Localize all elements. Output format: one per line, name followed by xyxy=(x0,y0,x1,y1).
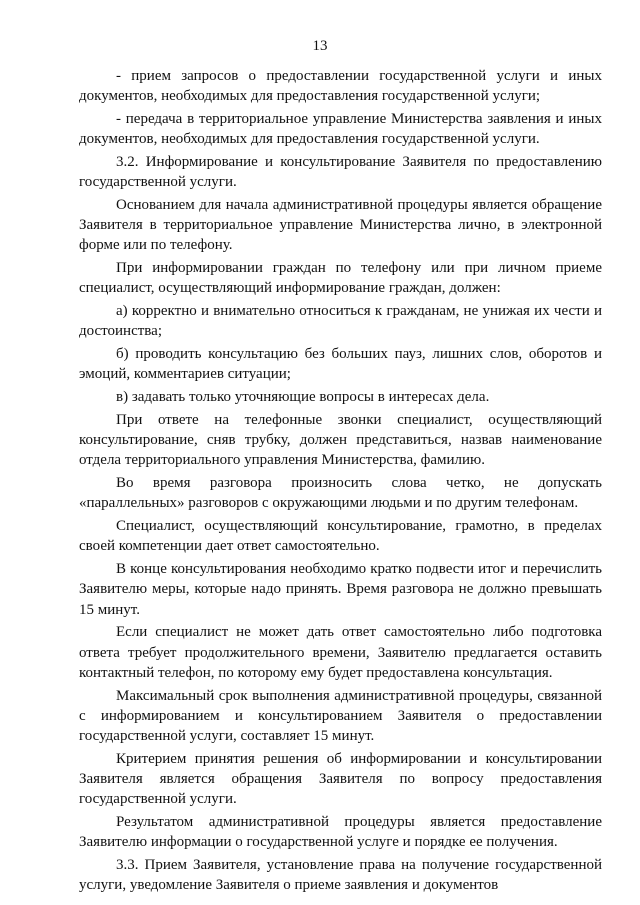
paragraph-phone-calls: При ответе на телефонные звонки специалист, осуществляющий консультирование, сняв трубку, должен представиться, назвав наименование отдела территориального управления Министерства, фамилию. xyxy=(79,412,602,469)
paragraph-competence: Специалист, осуществляющий консультирование, грамотно, в пределах своей компетенции дает ответ самостоятельно. xyxy=(79,518,602,555)
section-heading-3-2: 3.2. Информирование и консультирование Заявителя по предоставлению государственной услуги. xyxy=(79,154,602,191)
paragraph-item-transfer-documents: - передача в территориальное управление Министерства заявления и иных документов, необходимых для предоставления государственной услуги. xyxy=(79,111,602,148)
document-body xyxy=(79,66,602,895)
section-heading-3-3: 3.3. Прием Заявителя, установление права на получение государственной услуги, уведомление Заявителя о приеме заявления и документов xyxy=(79,857,602,894)
paragraph-summary: В конце консультирования необходимо кратко подвести итог и перечислить Заявителю меры, которые надо принять. Время разговора не должно превышать 15 минут. xyxy=(79,561,602,618)
paragraph-item-b: б) проводить консультацию без больших пауз, лишних слов, оборотов и эмоций, комментариев ситуации; xyxy=(79,346,602,383)
paragraph-item-a: а) корректно и внимательно относиться к гражданам, не унижая их чести и достоинства; xyxy=(79,303,602,340)
page-number: 13 xyxy=(312,38,328,54)
paragraph-max-duration: Максимальный срок выполнения административной процедуры, связанной с информированием и консультированием Заявителя о предоставлении государственной услуги, составляет 15 минут. xyxy=(79,687,602,745)
paragraph-basis: Основанием для начала административной процедуры является обращение Заявителя в территориальное управление Министерства лично, в электронной форме или по телефону. xyxy=(79,197,602,254)
paragraph-item-receiving-requests: - прием запросов о предоставлении государственной услуги и иных документов, необходимых для предоставления государственной услуги; xyxy=(79,68,602,105)
paragraph-result: Результатом административной процедуры является предоставление Заявителю информации о государственной услуге и порядке ее получения. xyxy=(79,814,602,851)
paragraph-item-c: в) задавать только уточняющие вопросы в интересах дела. xyxy=(116,389,490,406)
paragraph-criterion: Критерием принятия решения об информировании и консультировании Заявителя является обращения Заявителя по вопросу предоставления государственной услуги. xyxy=(79,750,602,808)
paragraph-callback: Если специалист не может дать ответ самостоятельно либо подготовка ответа требует продолжительного времени, Заявителю предлагается оставить контактный телефон, по которому ему будет предоставлена консультация. xyxy=(79,624,602,681)
paragraph-informing-duties: При информировании граждан по телефону или при личном приеме специалист, осуществляющий информирование граждан, должен: xyxy=(79,260,602,297)
paragraph-conversation: Во время разговора произносить слова четко, не допускать «параллельных» разговоров с окружающими людьми и по другим телефонам. xyxy=(79,475,602,512)
